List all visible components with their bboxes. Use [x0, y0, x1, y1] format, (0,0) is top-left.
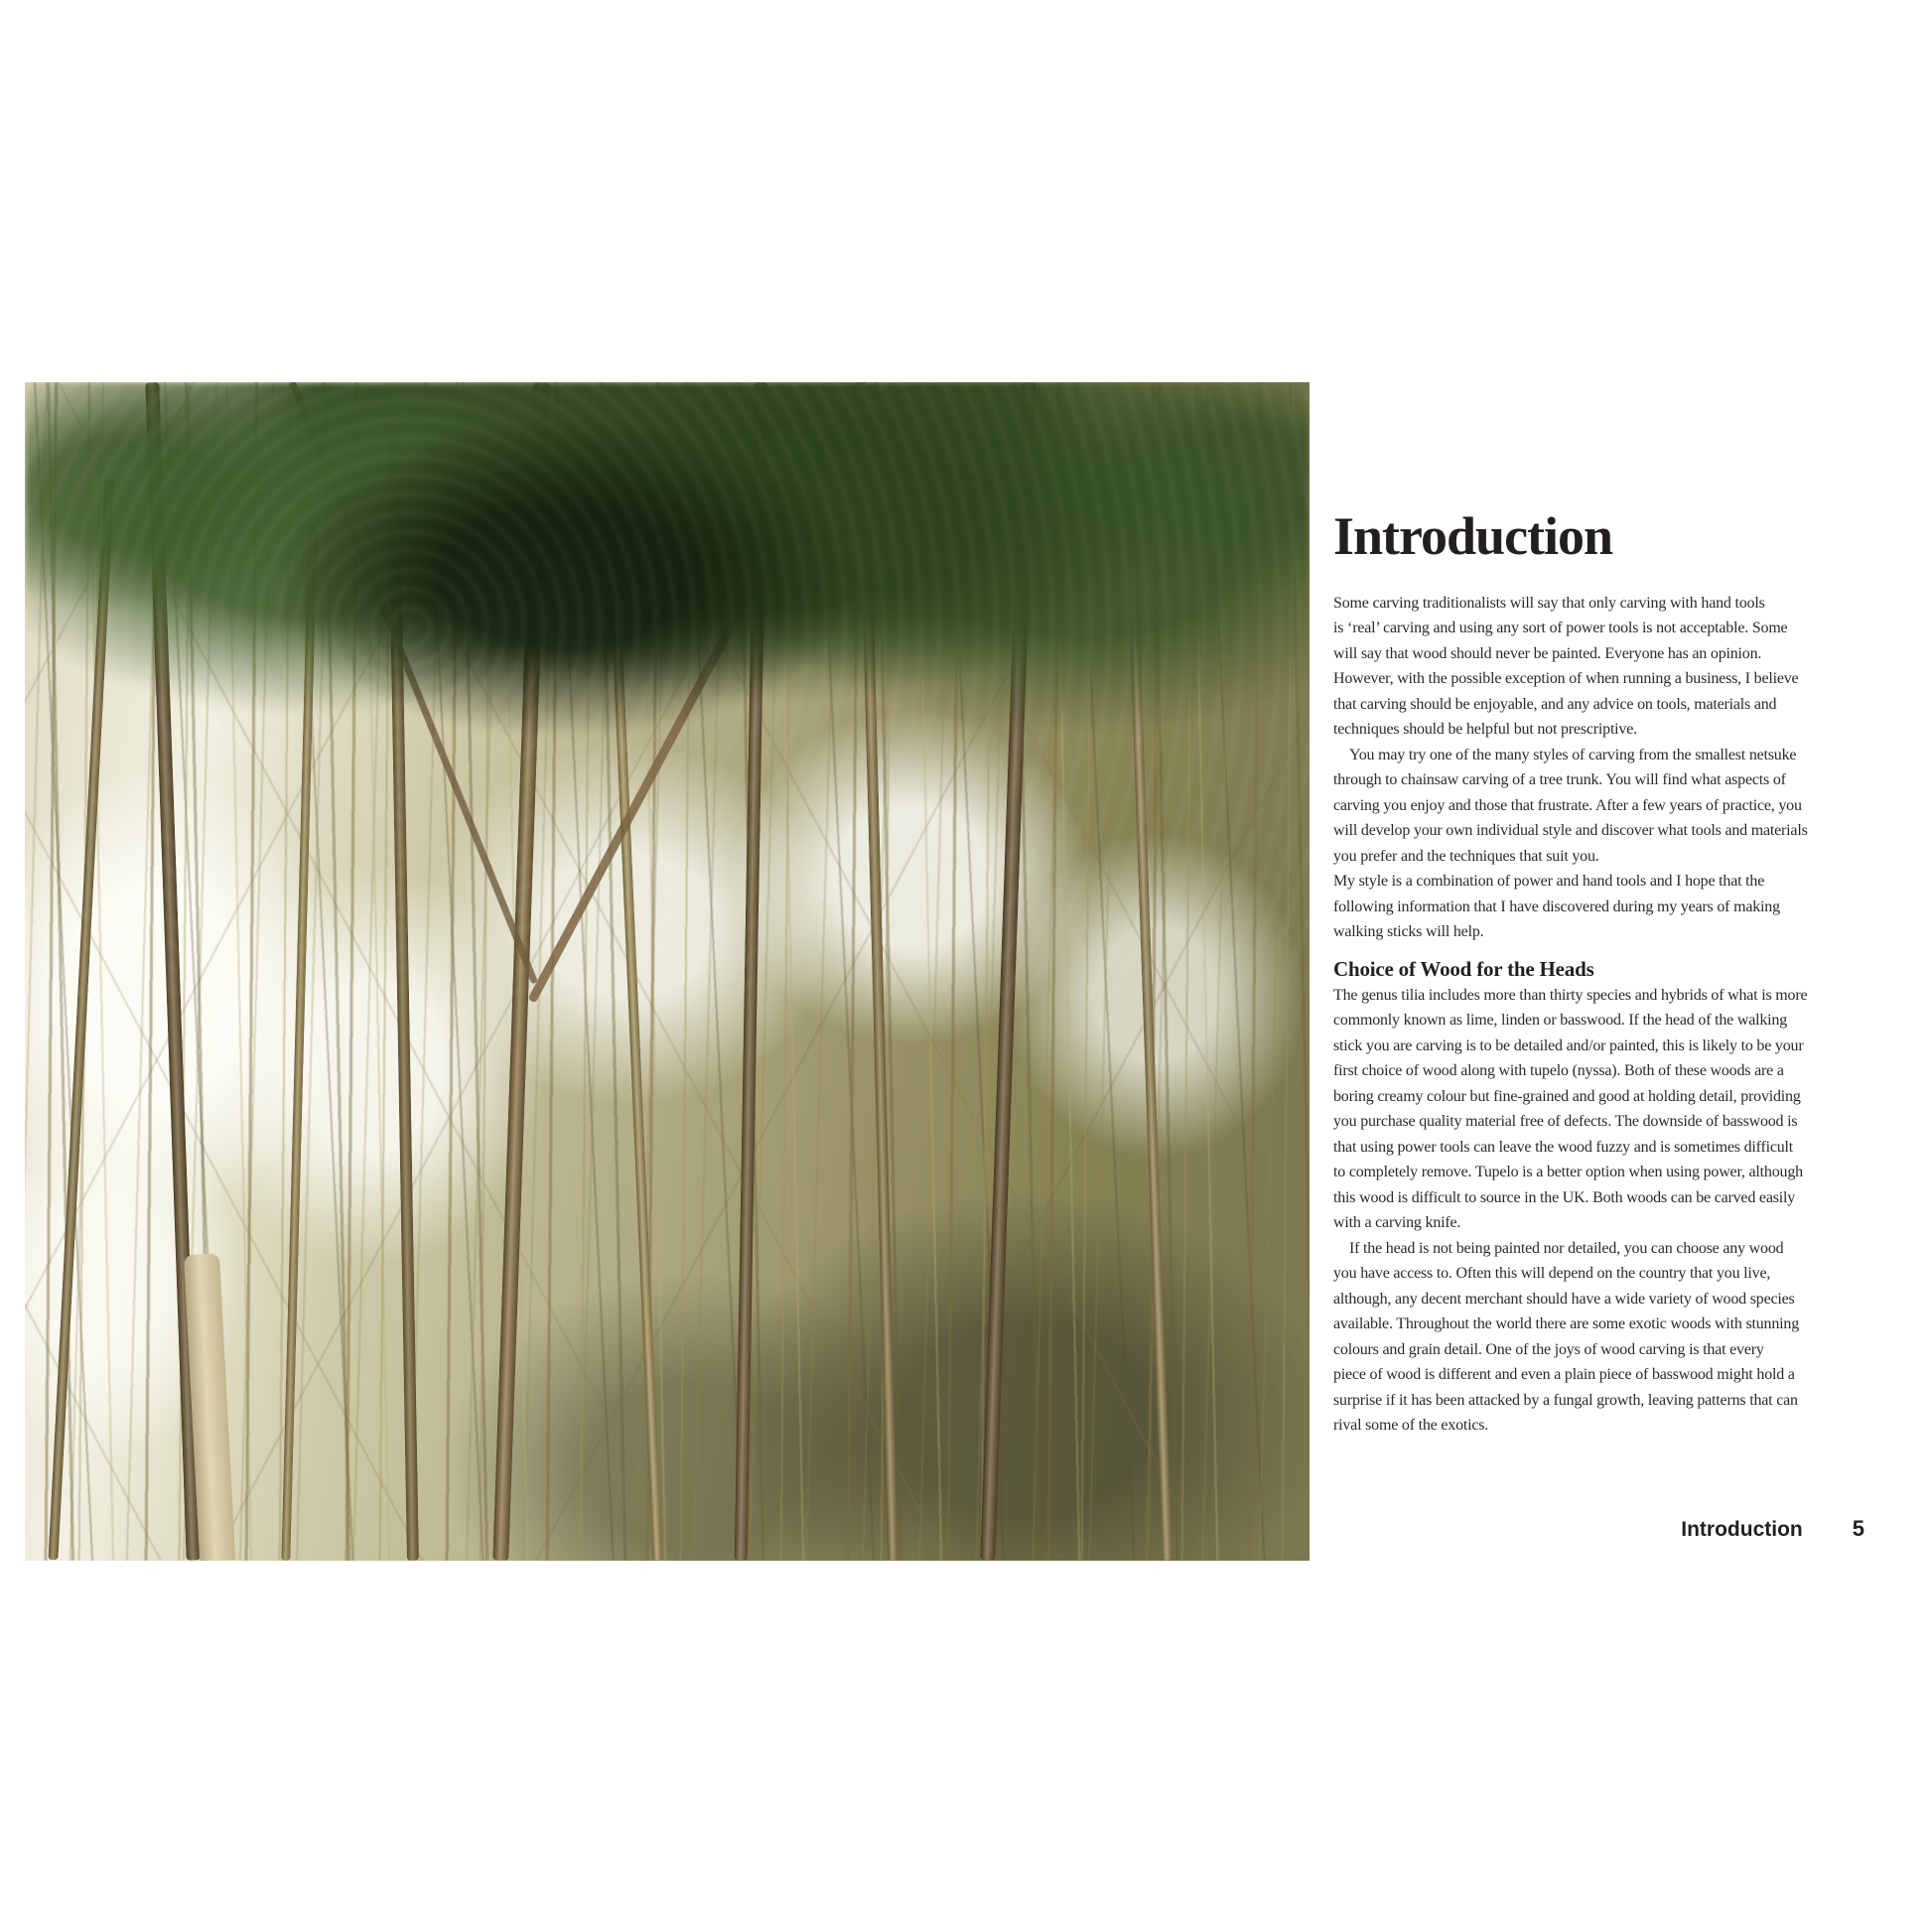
text-line: that carving should be enjoyable, and any advice on tools, materials and [1333, 695, 1777, 713]
page-title: Introduction [1333, 506, 1613, 566]
text-line: with a carving knife. [1333, 1214, 1461, 1232]
paragraph [1333, 591, 1869, 743]
text-line: is ‘real’ carving and using any sort of power tools is not acceptable. Some [1333, 620, 1788, 637]
text-line: If the head is not being painted nor detailed, you can choose any wood [1349, 1239, 1784, 1257]
text-line: commonly known as lime, linden or basswood. If the head of the walking [1333, 1012, 1788, 1030]
text-line: although, any decent merchant should have a wide variety of wood species [1333, 1290, 1795, 1308]
text-line: following information that I have discovered during my years of making [1333, 897, 1780, 915]
text-line: through to chainsaw carving of a tree trunk. You will find what aspects of [1333, 771, 1786, 789]
text-line: you prefer and the techniques that suit you. [1333, 847, 1599, 865]
text-line: carving you enjoy and those that frustrate. After a few years of practice, you [1333, 796, 1802, 814]
text-line: Some carving traditionalists will say that only carving with hand tools [1333, 594, 1765, 612]
text-line: first choice of wood along with tupelo (nyssa). Both of these woods are a [1333, 1062, 1784, 1080]
text-line: surprise if it has been attacked by a fungal growth, leaving patterns that can [1333, 1391, 1798, 1409]
text-line: walking sticks will help. [1333, 923, 1484, 941]
section-subheading: Choice of Wood for the Heads [1333, 956, 1594, 981]
text-line: this wood is difficult to source in the UK. Both woods can be carved easily [1333, 1188, 1796, 1206]
text-line: stick you are carving is to be detailed and/or painted, this is likely to be your [1333, 1036, 1804, 1054]
text-line: The genus tilia includes more than thirty species and hybrids of what is more [1333, 986, 1808, 1004]
text-line: You may try one of the many styles of carving from the smallest netsuke [1349, 746, 1797, 763]
text-line: available. Throughout the world there are some exotic woods with stunning [1333, 1315, 1799, 1333]
text-line: piece of wood is different and even a plain piece of basswood might hold a [1333, 1366, 1795, 1384]
page-footer [1333, 1516, 1864, 1542]
article-body [1333, 591, 1869, 1439]
paragraph [1333, 1236, 1869, 1439]
text-line: techniques should be helpful but not prescriptive. [1333, 721, 1637, 739]
text-line: colours and grain detail. One of the joys of wood carving is that every [1333, 1340, 1764, 1358]
text-line: rival some of the exotics. [1333, 1417, 1489, 1435]
text-line: you purchase quality material free of defects. The downside of basswood is [1333, 1113, 1798, 1131]
text-line: that using power tools can leave the wood fuzzy and is sometimes difficult [1333, 1138, 1794, 1156]
text-line: will develop your own individual style and discover what tools and materials [1333, 822, 1808, 840]
photo-canopy-foliage [25, 382, 1310, 995]
text-line: My style is a combination of power and hand tools and I hope that the [1333, 873, 1765, 891]
text-line: you have access to. Often this will depend on the country that you live, [1333, 1265, 1771, 1283]
paragraph [1333, 869, 1869, 945]
footer-page-number: 5 [1852, 1516, 1864, 1541]
paragraph [1333, 983, 1869, 1236]
text-line: to completely remove. Tupelo is a better option when using power, although [1333, 1164, 1803, 1181]
text-line: boring creamy colour but fine-grained and good at holding detail, providing [1333, 1087, 1801, 1105]
thicket-photo [25, 382, 1310, 1561]
footer-section-label: Introduction [1681, 1518, 1803, 1541]
paragraph [1333, 743, 1869, 870]
text-line: will say that wood should never be painted. Everyone has an opinion. [1333, 644, 1762, 662]
article-column [1333, 508, 1869, 1439]
text-line: However, with the possible exception of when running a business, I believe [1333, 670, 1799, 688]
